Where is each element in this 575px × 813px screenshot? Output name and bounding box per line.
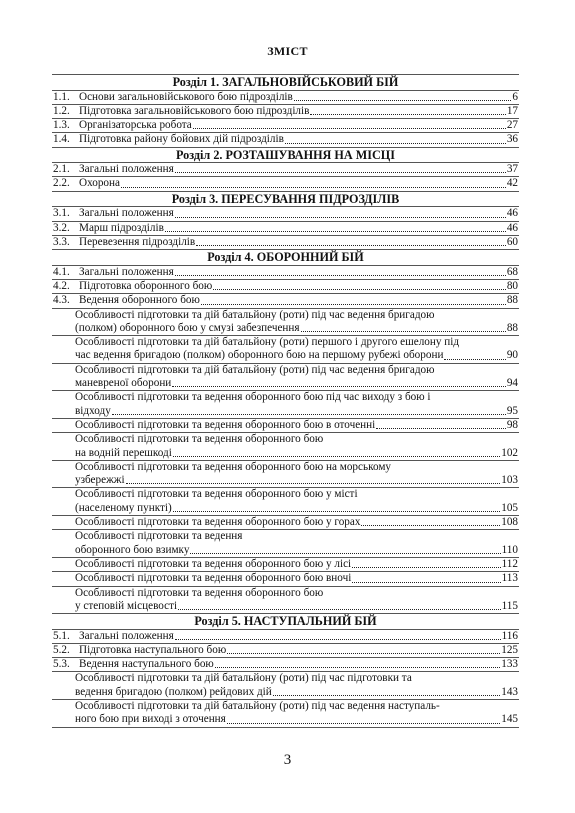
subentry-page: 115 (501, 599, 518, 612)
subentry-title-line2: Особливості підготовки та ведення оборонного бою вночі (75, 572, 352, 585)
subentry-title-line1: Особливості підготовки та дій батальйону (роти) першого і другого ешелону під (75, 336, 460, 349)
entry-title: Підготовка району бойових дій підрозділів (79, 133, 284, 146)
entry-page: 36 (506, 133, 518, 146)
subentry-page: 102 (501, 446, 518, 459)
entry-title: Організаторська робота (79, 119, 192, 132)
entry-page: 68 (506, 265, 518, 278)
entry-page: 17 (506, 104, 518, 117)
dot-leader (126, 483, 501, 484)
subentry-page: 145 (501, 713, 518, 726)
toc-subentry[interactable] (52, 308, 519, 336)
subentry-title-line2: узбережжі (75, 474, 125, 487)
toc-entry[interactable] (52, 163, 519, 177)
entry-number: 5.3. (53, 658, 70, 671)
entry-number: 3.3. (53, 235, 70, 248)
toc-entry[interactable] (52, 294, 519, 308)
entry-title: Ведення наступального бою (79, 658, 214, 671)
subentry-title-line2: Особливості підготовки та ведення оборонного бою у горах (75, 516, 361, 529)
dot-leader (190, 553, 500, 554)
subentry-title-line1: Особливості підготовки та ведення оборонного бою (75, 586, 324, 599)
toc-entry[interactable] (52, 90, 519, 104)
toc-subentry[interactable] (52, 516, 519, 530)
dot-leader (178, 609, 501, 610)
subentry-title-line1: Особливості підготовки та дій батальйону (роти) під час ведення бригадою (75, 363, 435, 376)
subentry-title-line1: Особливості підготовки та ведення оборонного бою у місті (75, 488, 358, 501)
dot-leader (175, 172, 506, 173)
subentry-title-line2: (полком) оборонного бою у смузі забезпечення (75, 321, 300, 334)
entry-title: Основи загальновійськового бою підрозділів (79, 90, 293, 103)
entry-number: 2.1. (53, 163, 70, 176)
dot-leader (175, 275, 506, 276)
subentry-title-line2: у степовій місцевості (75, 599, 178, 612)
subentry-page: 108 (501, 516, 518, 529)
dot-leader (227, 723, 500, 724)
section-heading-row (52, 614, 519, 630)
entry-title: Загальні положення (79, 629, 174, 642)
toc-subentry[interactable] (52, 557, 519, 571)
subentry-title-line2: час ведення бригадою (полком) оборонного бою на першому рубежі оборони (75, 349, 444, 362)
entry-title: Ведення оборонного бою (79, 294, 200, 307)
section-heading-row (52, 250, 519, 266)
entry-title: Марш підрозділів (79, 221, 164, 234)
dot-leader (196, 245, 506, 246)
page-title: ЗМІСТ (267, 44, 308, 58)
dot-leader (193, 128, 506, 129)
entry-page: 80 (506, 279, 518, 292)
toc-subentry[interactable] (52, 488, 519, 516)
dot-leader (273, 695, 500, 696)
entry-page: 46 (506, 207, 518, 220)
subentry-title-line2: ведення бригадою (полком) рейдових дій (75, 685, 272, 698)
dot-leader (172, 386, 506, 387)
subentry-title-line2: ного бою при виході з оточення (75, 713, 226, 726)
subentry-page: 103 (501, 474, 518, 487)
toc-entry[interactable] (52, 221, 519, 235)
entry-title: Охорона (79, 177, 120, 190)
entry-number: 4.2. (53, 279, 70, 292)
dot-leader (165, 231, 506, 232)
toc-subentry[interactable] (52, 433, 519, 461)
subentry-page: 110 (501, 543, 518, 556)
dot-leader (310, 114, 505, 115)
subentry-title-line1: Особливості підготовки та ведення оборонного бою (75, 433, 324, 446)
entry-title: Загальні положення (79, 207, 174, 220)
subentry-title-line2: на водній перешкоді (75, 446, 172, 459)
toc-entry[interactable] (52, 133, 519, 147)
dot-leader (301, 331, 506, 332)
toc-entry[interactable] (52, 207, 519, 221)
entry-page: 42 (506, 177, 518, 190)
entry-number: 1.1. (53, 90, 70, 103)
dot-leader (294, 100, 512, 101)
entry-title: Загальні положення (79, 163, 174, 176)
subentry-page: 143 (501, 685, 518, 698)
entry-page: 133 (501, 658, 518, 671)
section-heading[interactable]: Розділ 2. РОЗТАШУВАННЯ НА МІСЦІ (52, 147, 519, 163)
entry-number: 3.1. (53, 207, 70, 220)
toc-entry[interactable] (52, 629, 519, 643)
section-heading-row (52, 147, 519, 163)
page-number: 3 (283, 752, 292, 768)
subentry-page: 95 (506, 404, 518, 417)
entry-number: 2.2. (53, 177, 70, 190)
subentry-page: 112 (501, 557, 518, 570)
subentry-title-line2: (населеному пункті) (75, 501, 172, 514)
entry-page: 60 (506, 235, 518, 248)
subentry-title-line1: Особливості підготовки та дій батальйону (роти) під час підготовки та (75, 672, 412, 685)
toc-entry[interactable] (52, 643, 519, 657)
entry-title: Підготовка оборонного бою (79, 279, 213, 292)
toc-entry[interactable] (52, 119, 519, 133)
toc-subentry[interactable] (52, 363, 519, 391)
section-heading-row (52, 191, 519, 207)
dot-leader (201, 304, 506, 305)
entry-title: Загальні положення (79, 265, 174, 278)
dot-leader (173, 456, 500, 457)
dot-leader (213, 289, 506, 290)
dot-leader (175, 639, 501, 640)
entry-title: Підготовка загальновійськового бою підрозділів (79, 104, 310, 117)
entry-page: 125 (501, 643, 518, 656)
subentry-page: 98 (506, 418, 518, 431)
subentry-title-line2: Особливості підготовки та ведення оборонного бою в оточенні (75, 418, 376, 431)
subentry-page: 90 (506, 349, 518, 362)
toc-subentry[interactable] (52, 460, 519, 488)
subentry-page: 88 (506, 321, 518, 334)
toc-table (52, 74, 519, 728)
entry-number: 1.3. (53, 119, 70, 132)
toc-subentry[interactable] (52, 700, 519, 728)
toc-subentry[interactable] (52, 391, 519, 419)
subentry-title-line2: оборонного бою взимку (75, 543, 190, 556)
section-heading[interactable]: Розділ 4. ОБОРОННИЙ БІЙ (52, 250, 519, 266)
entry-title: Перевезення підрозділів (79, 235, 196, 248)
toc-subentry[interactable] (52, 530, 519, 558)
subentry-title-line1: Особливості підготовки та дій батальйону (роти) під час ведення наступаль- (75, 700, 440, 713)
toc-entry[interactable] (52, 658, 519, 672)
toc-subentry[interactable] (52, 336, 519, 364)
subentry-page: 94 (506, 377, 518, 390)
subentry-title-line1: Особливості підготовки та ведення (75, 530, 243, 543)
dot-leader (121, 187, 506, 188)
toc-subentry[interactable] (52, 572, 519, 586)
dot-leader (376, 428, 506, 429)
entry-page: 6 (512, 90, 518, 103)
subentry-title-line1: Особливості підготовки та ведення оборонного бою на морському (75, 460, 392, 473)
toc-subentry[interactable] (52, 672, 519, 700)
toc-subentry[interactable] (52, 586, 519, 614)
section-heading[interactable]: Розділ 1. ЗАГАЛЬНОВІЙСЬКОВИЙ БІЙ (52, 75, 519, 91)
entry-number: 3.2. (53, 221, 70, 234)
dot-leader (173, 511, 501, 512)
entry-page: 88 (506, 294, 518, 307)
entry-page: 46 (506, 221, 518, 234)
toc-entry[interactable] (52, 235, 519, 249)
entry-number: 1.4. (53, 133, 70, 146)
toc-entry[interactable] (52, 265, 519, 279)
dot-leader (112, 414, 506, 415)
toc-subentry[interactable] (52, 418, 519, 432)
dot-leader (444, 359, 505, 360)
section-heading-row (52, 75, 519, 91)
entry-number: 1.2. (53, 104, 70, 117)
entry-number: 4.3. (53, 294, 70, 307)
subentry-title-line2: Особливості підготовки та ведення оборонного бою у лісі (75, 557, 352, 570)
subentry-title-line1: Особливості підготовки та дій батальйону (роти) під час ведення бригадою (75, 308, 435, 321)
dot-leader (227, 653, 500, 654)
entry-title: Підготовка наступального бою (79, 643, 227, 656)
dot-leader (285, 143, 506, 144)
entry-number: 4.1. (53, 265, 70, 278)
dot-leader (352, 567, 500, 568)
dot-leader (361, 525, 500, 526)
entry-number: 5.2. (53, 643, 70, 656)
subentry-title-line1: Особливості підготовки та ведення оборонного бою під час виходу з бою і (75, 391, 431, 404)
toc-entry[interactable] (52, 104, 519, 118)
dot-leader (215, 667, 500, 668)
section-heading[interactable]: Розділ 5. НАСТУПАЛЬНИЙ БІЙ (52, 614, 519, 630)
entry-page: 27 (506, 119, 518, 132)
entry-page: 116 (501, 629, 518, 642)
toc-entry[interactable] (52, 279, 519, 293)
toc-entry[interactable] (52, 177, 519, 191)
section-heading[interactable]: Розділ 3. ПЕРЕСУВАННЯ ПІДРОЗДІЛІВ (52, 191, 519, 207)
subentry-page: 113 (501, 572, 518, 585)
entry-number: 5.1. (53, 629, 70, 642)
dot-leader (352, 582, 500, 583)
subentry-title-line2: відходу (75, 404, 111, 417)
dot-leader (175, 217, 506, 218)
subentry-page: 105 (501, 501, 518, 514)
subentry-title-line2: маневреної оборони (75, 377, 172, 390)
entry-page: 37 (506, 163, 518, 176)
